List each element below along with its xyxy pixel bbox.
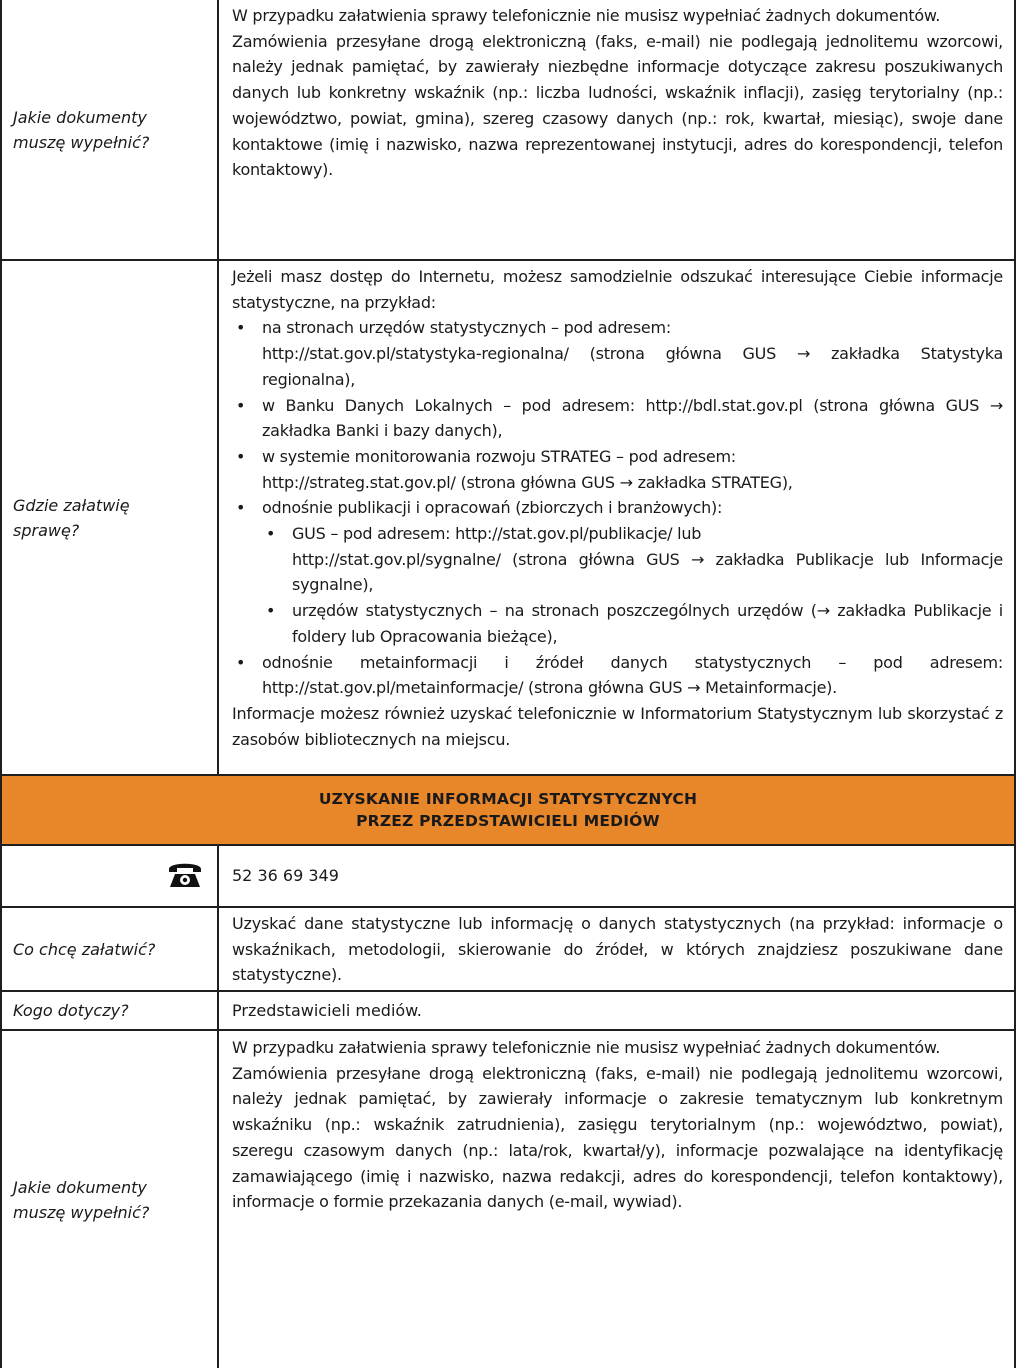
list-item	[232, 444, 1003, 495]
row-documents-general	[0, 0, 1016, 261]
list-item-text: odnośnie publikacji i opracowań (zbiorczych i branżowych):	[262, 498, 723, 518]
link-text[interactable]: http://stat.gov.pl/statystyka-regionalna/ (strona główna GUS → zakładka Statystyka regionalna),	[262, 344, 1003, 389]
bullet-icon: •	[236, 446, 246, 466]
row-label: Co chcę załatwić?	[13, 939, 156, 959]
row-label: Gdzie załatwię sprawę?	[13, 495, 130, 540]
phone-number[interactable]: 52 36 69 349	[232, 866, 339, 886]
section-title-line: PRZEZ PRZEDSTAWICIELI MEDIÓW	[356, 812, 660, 830]
row-label: Jakie dokumenty muszę wypełnić?	[13, 107, 150, 152]
list-item	[262, 521, 1003, 598]
paragraph: Uzyskać dane statystyczne lub informację o danych statystycznych (na przykład: informacje o wskaźnikach, metodologii, skierowanie do źródeł, w których znajdziesz poszukiwane dane statystyczne).	[232, 914, 1003, 985]
list-item-text: w systemie monitorowania rozwoju STRATEG – pod adresem:	[262, 446, 736, 466]
label-cell	[2, 261, 219, 774]
paragraph: Jeżeli masz dostęp do Internetu, możesz samodzielnie odszukać interesujące Ciebie informacje statystyczne, na przykład:	[232, 267, 1003, 312]
list-item-text[interactable]: odnośnie metainformacji i źródeł danych statystycznych – pod adresem: http://stat.gov.pl/metainformacje/ (strona główna GUS → Metainformacje).	[262, 652, 1003, 698]
paragraph: W przypadku załatwienia sprawy telefonicznie nie musisz wypełniać żadnych dokumentów.	[232, 1038, 941, 1057]
paragraph: Zamówienia przesyłane drogą elektroniczną (faks, e-mail) nie podlegają jednolitemu wzorcowi, należy jednak pamiętać, by zawierały niezbędne informacje dotyczące zakresu poszukiwanych danych lub konkretny wskaźnik (np.: liczba ludności, wskaźnik inflacji), zasięg terytorialny (np.: województwo, powiat, gmina), szereg czasowy danych (np.: rok, kwartał, miesiąc), swoje dane kontaktowe (imię i nazwisko, nazwa reprezentowanej instytucji, adres do korespondencji, telefon kontaktowy).	[232, 31, 1003, 180]
link-text[interactable]: http://stat.gov.pl/sygnalne/ (strona główna GUS → zakładka Publikacje lub Informacje sygnalne),	[292, 549, 1003, 595]
row-goal	[0, 908, 1016, 992]
list-item	[232, 315, 1003, 392]
bullet-icon: •	[266, 524, 276, 544]
link-text[interactable]: http://strateg.stat.gov.pl/ (strona główna GUS → zakładka STRATEG),	[262, 472, 793, 492]
bullet-list	[232, 315, 1003, 701]
content-cell	[221, 0, 1014, 259]
label-cell	[2, 1031, 219, 1368]
row-label: Jakie dokumenty muszę wypełnić?	[13, 1177, 150, 1222]
list-item	[232, 495, 1003, 649]
list-item-text[interactable]: GUS – pod adresem: http://stat.gov.pl/publikacje/ lub	[292, 524, 702, 544]
label-cell	[2, 846, 219, 906]
content-cell	[221, 1031, 1014, 1368]
bullet-icon: •	[236, 395, 246, 415]
content-cell	[221, 992, 1014, 1029]
content-cell	[221, 846, 1014, 906]
bullet-icon: •	[236, 498, 246, 518]
row-documents-media	[0, 1031, 1016, 1368]
bullet-icon: •	[236, 318, 246, 338]
content-cell	[221, 261, 1014, 774]
paragraph: Informacje możesz również uzyskać telefonicznie w Informatorium Statystycznym lub skorzystać z zasobów bibliotecznych na miejscu.	[232, 703, 1003, 749]
label-cell	[2, 0, 219, 259]
cell-text: Przedstawicieli mediów.	[232, 1000, 422, 1020]
phone-icon	[167, 859, 203, 893]
bullet-icon: •	[266, 601, 276, 621]
paragraph: Zamówienia przesyłane drogą elektroniczną (faks, e-mail) nie podlegają jednolitemu wzorcowi, należy jednak pamiętać, by zawierały informacje o zakresie tematycznym lub konkretnym wskaźniku (np.: wskaźnik zatrudnienia), zasięgu terytorialnym (np.: województwo, powiat), szeregu czasowym danych (np.: lata/rok, kwartał/y), informacje pozwalające na identyfikację zamawiającego (imię i nazwisko, nazwa redakcji, adres do korespondencji, telefon kontaktowy), informacje o formie przekazania danych (e-mail, wywiad).	[232, 1063, 1003, 1212]
list-item-text: urzędów statystycznych – na stronach poszczególnych urzędów (→ zakładka Publikacje i foldery lub Opracowania bieżące),	[292, 601, 1003, 646]
section-header	[0, 776, 1016, 846]
list-item-text: na stronach urzędów statystycznych – pod adresem:	[262, 318, 671, 338]
row-where	[0, 261, 1016, 776]
list-item	[262, 598, 1003, 649]
row-who	[0, 992, 1016, 1031]
list-item-text[interactable]: w Banku Danych Lokalnych – pod adresem: http://bdl.stat.gov.pl (strona główna GUS → zakładka Banki i bazy danych),	[262, 395, 1003, 441]
paragraph: W przypadku załatwienia sprawy telefonicznie nie musisz wypełniać żadnych dokumentów.	[232, 6, 941, 25]
section-title-line: UZYSKANIE INFORMACJI STATYSTYCZNYCH	[318, 790, 698, 808]
content-cell	[221, 908, 1014, 990]
label-cell	[2, 908, 219, 990]
list-item	[232, 650, 1003, 701]
bullet-icon: •	[236, 652, 246, 672]
list-item	[232, 393, 1003, 444]
label-cell	[2, 992, 219, 1029]
row-label: Kogo dotyczy?	[13, 1001, 129, 1020]
sub-bullet-list	[262, 521, 1003, 650]
row-phone	[0, 846, 1016, 908]
